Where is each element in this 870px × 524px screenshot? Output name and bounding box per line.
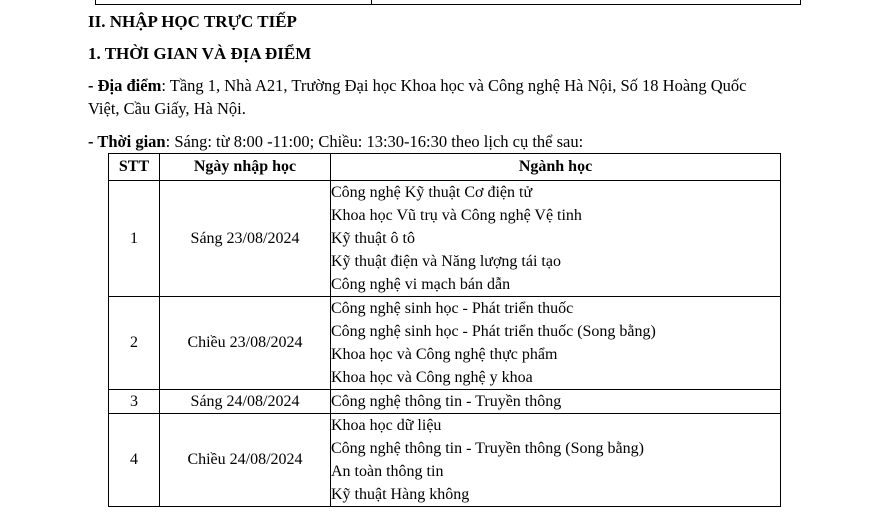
previous-table-bottom-edge <box>95 0 801 5</box>
major-item: Công nghệ sinh học - Phát triển thuốc (Song bằng) <box>331 323 656 340</box>
major-item: Công nghệ thông tin - Truyền thông <box>331 393 562 410</box>
row-majors <box>331 181 781 297</box>
time-text: : Sáng: từ 8:00 -11:00; Chiều: 13:30-16:30 theo lịch cụ thể sau: <box>165 132 584 151</box>
location-line <box>88 76 747 96</box>
row-stt: 1 <box>109 181 160 297</box>
row-date: Chiều 24/08/2024 <box>160 414 331 507</box>
major-item: Khoa học và Công nghệ thực phẩm <box>331 346 558 363</box>
major-item: Công nghệ vi mạch bán dẫn <box>331 276 511 293</box>
table-row <box>109 390 781 414</box>
time-label: - Thời gian <box>88 132 166 151</box>
row-majors <box>331 297 781 390</box>
row-majors <box>331 390 781 414</box>
row-majors <box>331 414 781 507</box>
table-row <box>109 181 781 297</box>
schedule-table <box>108 153 781 507</box>
section-title: II. NHẬP HỌC TRỰC TIẾP <box>88 12 297 31</box>
row-date: Chiều 23/08/2024 <box>160 297 331 390</box>
major-item: Khoa học dữ liệu <box>331 417 442 434</box>
major-item: Công nghệ sinh học - Phát triển thuốc <box>331 300 574 317</box>
major-item: Kỹ thuật ô tô <box>331 230 415 247</box>
table-header-row <box>109 154 781 181</box>
section-subtitle: 1. THỜI GIAN VÀ ĐỊA ĐIỂM <box>88 44 312 63</box>
major-item: An toàn thông tin <box>331 463 444 480</box>
major-item: Khoa học Vũ trụ và Công nghệ Vệ tinh <box>331 207 582 224</box>
header-date: Ngày nhập học <box>160 154 331 181</box>
table-row <box>109 297 781 390</box>
row-stt: 3 <box>109 390 160 414</box>
location-line-2: Việt, Cầu Giấy, Hà Nội. <box>88 99 246 118</box>
header-stt: STT <box>109 154 160 181</box>
header-majors: Ngành học <box>331 154 781 181</box>
location-text: : Tầng 1, Nhà A21, Trường Đại học Khoa học và Công nghệ Hà Nội, Số 18 Hoàng Quốc <box>161 76 747 95</box>
major-item: Kỹ thuật Hàng không <box>331 486 470 503</box>
row-date: Sáng 23/08/2024 <box>160 181 331 297</box>
major-item: Kỹ thuật điện và Năng lượng tái tạo <box>331 253 561 270</box>
row-stt: 2 <box>109 297 160 390</box>
location-label: - Địa điểm <box>88 76 162 95</box>
table-row <box>109 414 781 507</box>
row-date: Sáng 24/08/2024 <box>160 390 331 414</box>
major-item: Công nghệ thông tin - Truyền thông (Song bằng) <box>331 440 644 457</box>
time-line <box>88 132 583 152</box>
previous-table-divider <box>371 0 372 5</box>
major-item: Công nghệ Kỹ thuật Cơ điện tử <box>331 184 533 201</box>
major-item: Khoa học và Công nghệ y khoa <box>331 369 533 386</box>
row-stt: 4 <box>109 414 160 507</box>
